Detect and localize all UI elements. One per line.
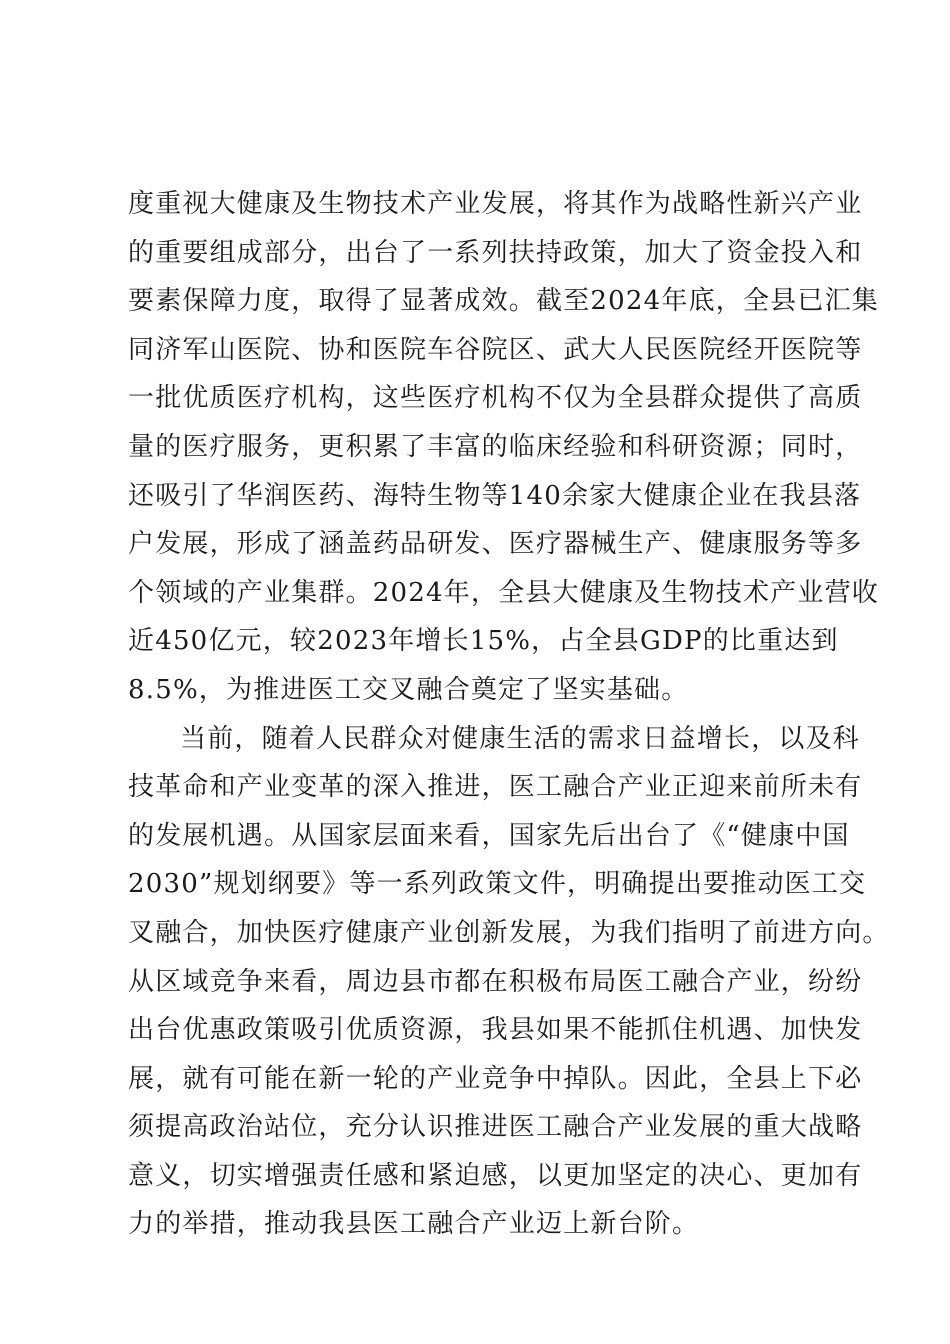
text-line: 当前，随着人民群众对健康生活的需求日益增长，以及科 <box>180 723 861 754</box>
text-line: 须提高政治站位，充分认识推进医工融合产业发展的重大战略 <box>128 1112 863 1143</box>
paragraph-2 <box>128 715 890 1250</box>
text-line: 量的医疗服务，更积累了丰富的临床经验和科研资源；同时， <box>128 431 863 462</box>
text-line: 同济军山医院、协和医院车谷院区、武大人民医院经开医院等 <box>128 334 863 365</box>
text-line: 近450亿元，较2023年增长15%，占全县GDP的比重达到 <box>128 626 839 657</box>
text-line: 8.5%，为推进医工交叉融合奠定了坚实基础。 <box>128 674 689 705</box>
text-line: 度重视大健康及生物技术产业发展，将其作为战略性新兴产业 <box>128 189 863 219</box>
text-line: 出台优惠政策吸引优质资源，我县如果不能抓住机遇、加快发 <box>128 1015 863 1046</box>
text-line: 的重要组成部分，出台了一系列扶持政策，加大了资金投入和 <box>128 237 863 268</box>
text-line: 一批优质医疗机构，这些医疗机构不仅为全县群众提供了高质 <box>128 383 863 414</box>
text-line: 展，就有可能在新一轮的产业竞争中掉队。因此，全县上下必 <box>128 1063 863 1094</box>
text-line: 的发展机遇。从国家层面来看，国家先后出台了《“健康中国 <box>128 820 850 851</box>
text-line: 2030”规划纲要》等一系列政策文件，明确提出要推动医工交 <box>128 869 867 900</box>
text-line: 还吸引了华润医药、海特生物等140余家大健康企业在我县落 <box>128 480 862 511</box>
text-line: 意义，切实增强责任感和紧迫感，以更加坚定的决心、更加有 <box>128 1160 863 1191</box>
text-line: 个领域的产业集群。2024年，全县大健康及生物技术产业营收 <box>128 577 879 608</box>
text-line: 户发展，形成了涵盖药品研发、医疗器械生产、健康服务等多 <box>128 529 863 560</box>
text-line: 力的举措，推动我县医工融合产业迈上新台阶。 <box>128 1209 700 1240</box>
document-body <box>128 180 890 1249</box>
paragraph-1 <box>128 180 879 715</box>
text-line: 叉融合，加快医疗健康产业创新发展，为我们指明了前进方向。 <box>128 917 890 948</box>
text-line: 技革命和产业变革的深入推进，医工融合产业正迎来前所未有 <box>128 772 863 803</box>
text-line: 要素保障力度，取得了显著成效。截至2024年底，全县已汇集 <box>128 286 879 317</box>
text-line: 从区域竞争来看，周边县市都在积极布局医工融合产业，纷纷 <box>128 966 863 997</box>
